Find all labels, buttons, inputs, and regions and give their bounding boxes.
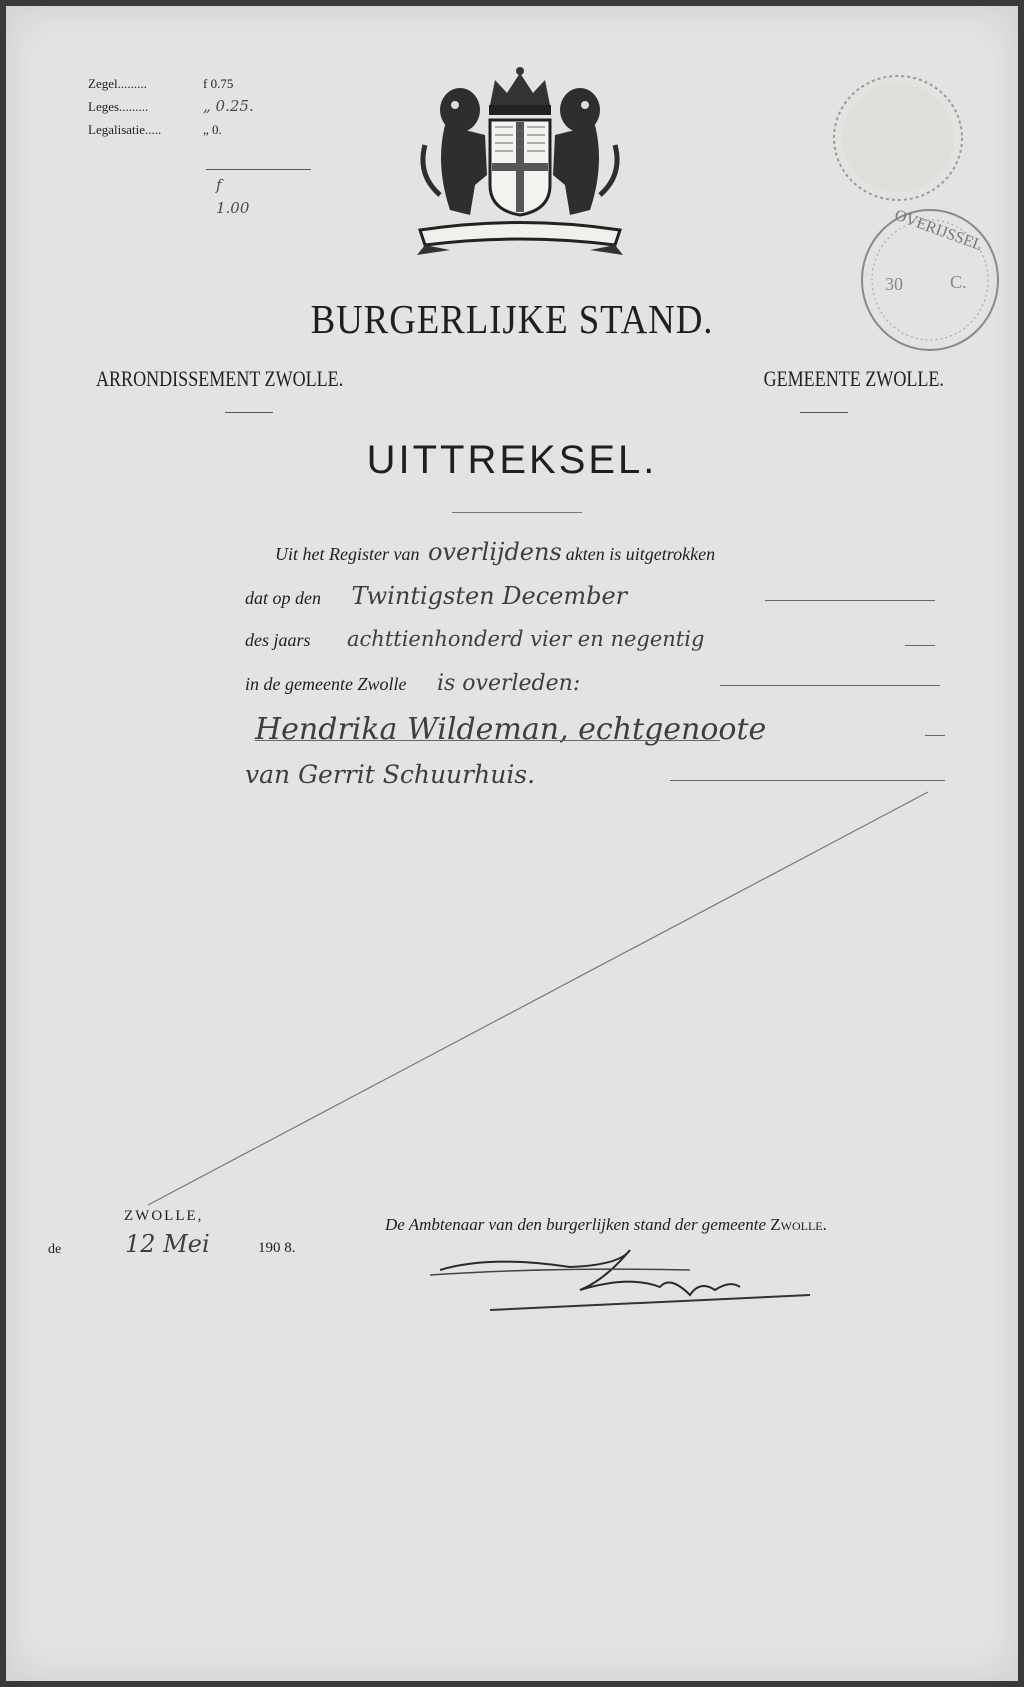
header-dash-left <box>225 412 273 413</box>
line2-handwritten: Twintigsten December <box>351 582 628 610</box>
body-line-3 <box>245 627 704 651</box>
gemeente-label: GEMEENTE ZWOLLE. <box>763 366 944 391</box>
fee-leges-label: Leges......... <box>88 99 149 114</box>
line2-fill <box>765 600 935 601</box>
fees-rule <box>206 169 311 170</box>
line5-handwritten: Hendrika Wildeman, echtgenoote <box>255 712 767 747</box>
line2-prefix: dat op den <box>245 588 321 608</box>
fee-zegel <box>88 72 254 95</box>
document-title: UITTREKSEL. <box>366 438 658 482</box>
line4-fill <box>720 685 940 686</box>
stamp-text: OVERIJSSEL <box>892 206 985 255</box>
fees-total: f 1.00 <box>216 176 250 217</box>
official-text: De Ambtenaar van den burgerlijken stand der gemeente <box>385 1215 766 1234</box>
name-underline <box>255 740 720 741</box>
registry-title: BURGERLIJKE STAND. <box>310 296 714 342</box>
line4-handwritten: is overleden: <box>436 671 581 696</box>
date-prefix: de <box>48 1242 62 1257</box>
line6-handwritten: van Gerrit Schuurhuis. <box>245 760 536 789</box>
stamp-number: 30 <box>885 274 903 294</box>
line3-handwritten: achttienhonderd vier en negentig <box>347 627 705 651</box>
fee-legalisatie-amount: „ 0. <box>203 122 222 137</box>
fee-legalisatie <box>88 118 254 141</box>
body-line-2 <box>245 582 627 610</box>
line1-suffix: akten is uitgetrokken <box>565 544 716 564</box>
arrondissement-label: ARRONDISSEMENT ZWOLLE. <box>96 366 344 391</box>
fee-zegel-label: Zegel......... <box>88 76 147 91</box>
stamp-letter: C. <box>950 272 967 292</box>
line3-prefix: des jaars <box>245 630 311 650</box>
line1-prefix: Uit het Register van <box>275 544 420 564</box>
official-city: Zwolle. <box>770 1215 827 1234</box>
fee-leges <box>88 95 254 118</box>
body-line-6 <box>245 760 535 789</box>
issue-date: 12 Mei <box>125 1230 210 1258</box>
fees-block <box>88 72 254 217</box>
body-line-4 <box>245 671 580 696</box>
body-line-1 <box>275 538 715 566</box>
fee-zegel-amount: f 0.75 <box>203 76 234 91</box>
line3-fill <box>905 645 935 646</box>
header-dash-right <box>800 412 848 413</box>
title-rule <box>452 512 582 513</box>
line1-handwritten: overlijdens <box>427 538 562 566</box>
fee-legalisatie-label: Legalisatie..... <box>88 122 162 137</box>
fee-leges-amount: „ 0.25. <box>203 97 254 115</box>
place-label: ZWOLLE, <box>124 1208 204 1224</box>
issue-year: 190 8. <box>258 1240 296 1256</box>
line6-fill <box>670 780 945 781</box>
signature-icon <box>430 1225 830 1335</box>
line5-fill <box>925 735 945 736</box>
body-line-5 <box>255 712 766 747</box>
line4-prefix: in de gemeente Zwolle <box>245 674 407 694</box>
coat-of-arms-icon <box>415 65 625 260</box>
